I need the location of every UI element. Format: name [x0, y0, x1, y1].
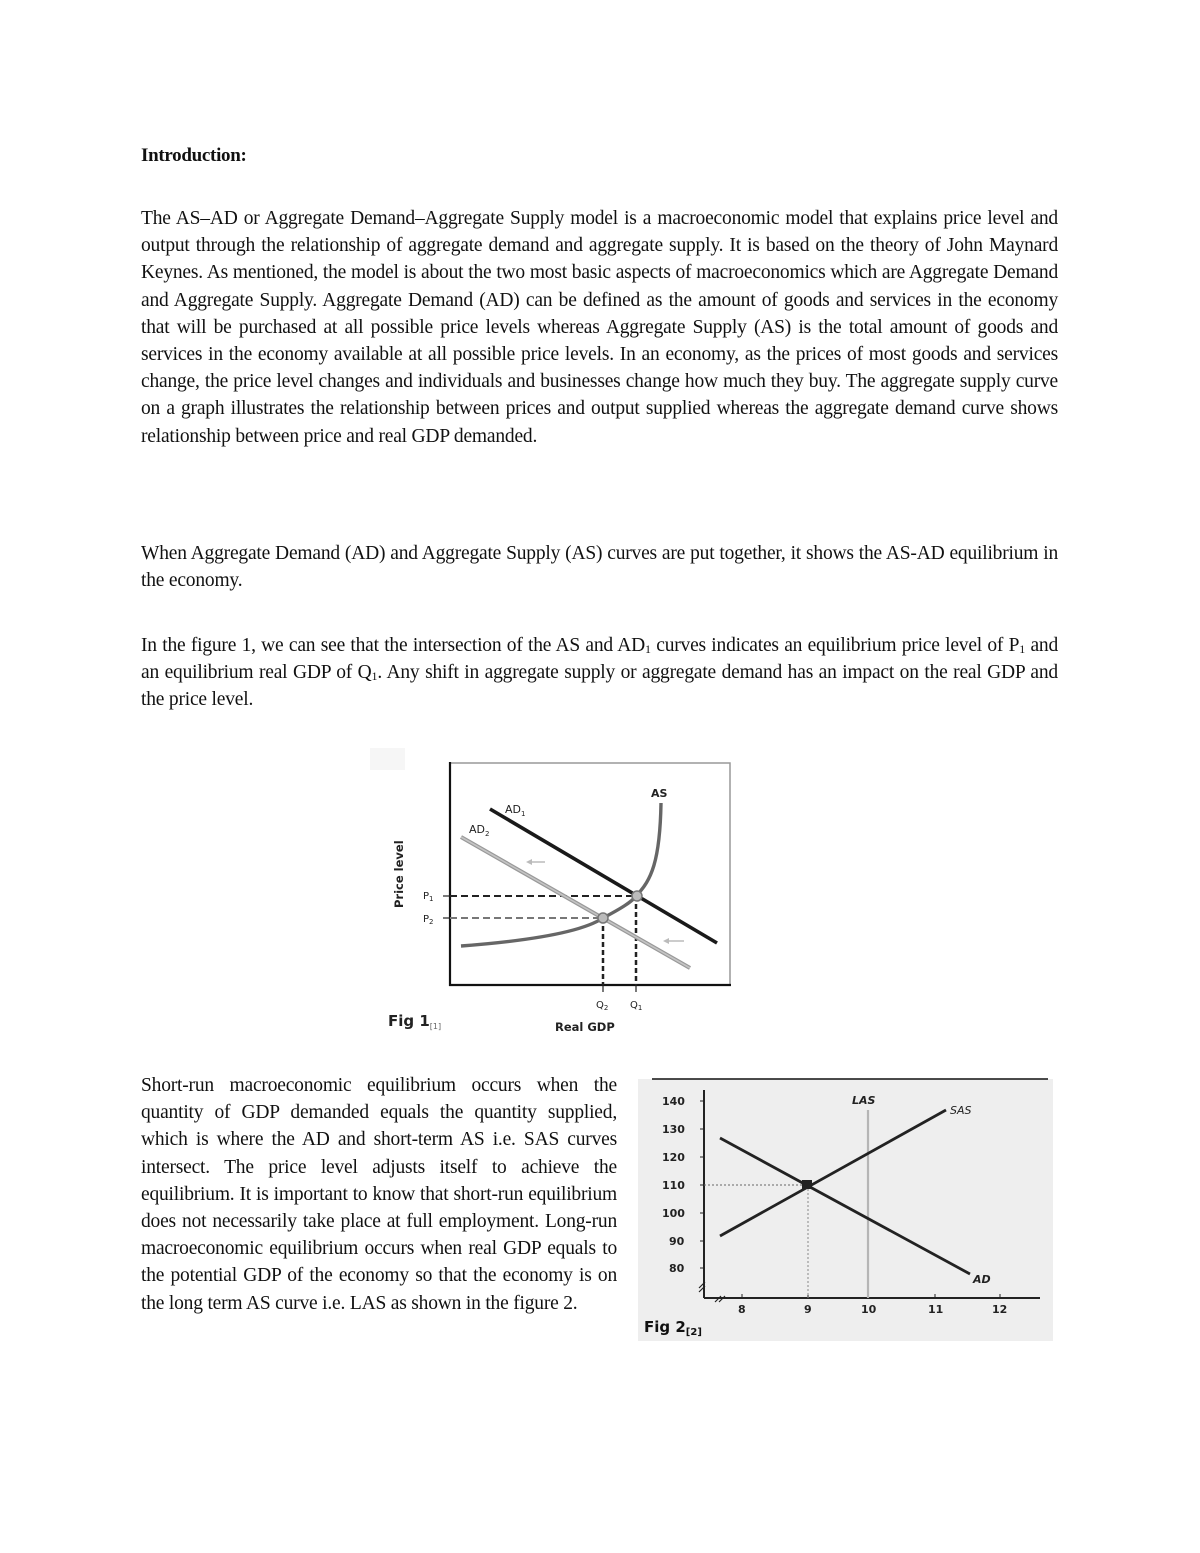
section-heading: Introduction: — [141, 145, 247, 166]
svg-text:12: 12 — [992, 1303, 1008, 1316]
svg-text:90: 90 — [669, 1235, 685, 1248]
equilibrium-paragraph: When Aggregate Demand (AD) and Aggregate Supply (AS) curves are put together, it shows the AS-AD equilibrium in the economy. — [141, 543, 1058, 592]
p1-tick-label: $P_1$ — [423, 891, 434, 903]
figure-1-as-ad-chart — [365, 745, 745, 1045]
intro-paragraph: The AS–AD or Aggregate Demand–Aggregate Supply model is a macroeconomic model that explains price level and output through the relationship of aggregate demand and aggregate supply. It is based on the theory of John Maynard Keynes. As mentioned, the model is about the two most basic aspects of macroeconomics which are Aggregate Demand and Aggregate Supply. Aggregate Demand (AD) can be defined as the amount of goods and services in the economy that will be purchased at all possible price levels whereas Aggregate Supply (AS) is the total amount of goods and services in the economy available at all possible price levels. In an economy, as the prices of most goods and services change, the price level changes and individuals and businesses change how much they buy. The aggregate supply curve on a graph illustrates the relationship between prices and output supplied whereas the aggregate demand curve shows relationship between price and real GDP demanded. — [141, 208, 1058, 447]
equilibrium-point-2 — [598, 913, 608, 923]
ad2-label: $AD_2$ — [469, 823, 490, 838]
sas-label: SAS — [950, 1104, 972, 1117]
svg-text:110: 110 — [662, 1179, 685, 1192]
ad1-label: $AD_1$ — [505, 803, 526, 818]
svg-text:100: 100 — [662, 1207, 685, 1220]
scan-artifact — [370, 748, 405, 770]
equilibrium-explanation-paragraph: Short-run macroeconomic equilibrium occurs when the quantity of GDP demanded equals the quantity supplied, which is where the AD and short-term AS i.e. SAS curves intersect. The price level adjusts itself to achieve the equilibrium. It is important to know that short-run equilibrium does not necessarily take place at full employment. Long-run macroeconomic equilibrium occurs when real GDP equals to the potential GDP of the economy so that the economy is on the long term AS curve i.e. LAS as shown in the figure 2. — [141, 1075, 617, 1314]
equilibrium-point — [802, 1180, 812, 1189]
svg-text:11: 11 — [928, 1303, 944, 1316]
q1-tick-label: $Q_1$ — [630, 1000, 643, 1012]
x-axis-label: Real GDP — [555, 1020, 615, 1034]
plot-frame — [450, 763, 730, 985]
figure-2-panel — [638, 1079, 1053, 1341]
ad-label: AD — [973, 1273, 991, 1286]
as-label: AS — [651, 787, 668, 800]
svg-text:8: 8 — [738, 1303, 746, 1316]
figure-1-caption: Fig $1_{[1]}$ — [388, 1012, 442, 1031]
figure1-paragraph: In the figure 1, we can see that the intersection of the AS and $AD_1$ curves indicates an equilibrium price level of $P_1$ and an equilibrium real GDP of $Q_1$. Any shift in aggregate supply or aggregate demand has an impact on the real GDP and the price level. — [141, 635, 1058, 711]
p2-tick-label: $P_2$ — [423, 914, 434, 926]
equilibrium-point-1 — [632, 891, 642, 901]
figure-2-las-sas-chart — [636, 1074, 1056, 1344]
svg-text:80: 80 — [669, 1262, 685, 1275]
las-label: LAS — [852, 1094, 876, 1107]
svg-text:130: 130 — [662, 1123, 685, 1136]
svg-text:9: 9 — [804, 1303, 812, 1316]
y-axis-label: Price level — [392, 840, 406, 908]
svg-text:10: 10 — [861, 1303, 877, 1316]
svg-text:140: 140 — [662, 1095, 685, 1108]
svg-text:120: 120 — [662, 1151, 685, 1164]
figure-2-caption: Fig $2_{[2]}$ — [644, 1318, 702, 1338]
q2-tick-label: $Q_2$ — [596, 1000, 609, 1012]
